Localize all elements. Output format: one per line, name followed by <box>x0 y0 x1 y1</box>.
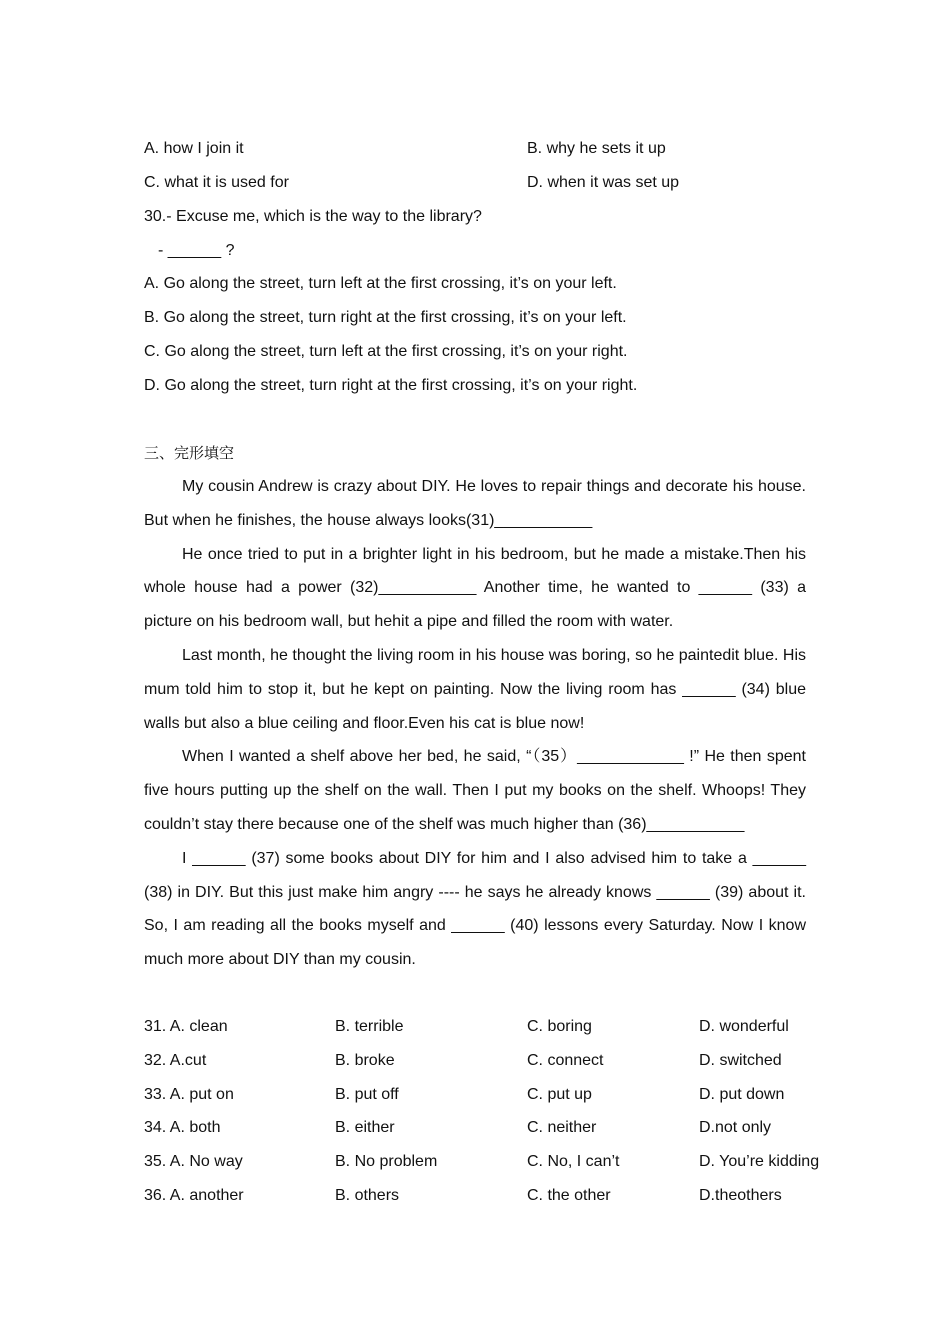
choice-row-35 <box>144 1145 864 1179</box>
choice-row-34 <box>144 1111 864 1145</box>
q30-answer-line: - ______ ? <box>158 242 235 259</box>
choice-d: D. switched <box>699 1052 782 1069</box>
choice-d: D. You’re kidding <box>699 1153 820 1170</box>
passage-paragraph: I ______ (37) some books about DIY for him and I also advised him to take a ______ (38) in DIY. But this just make him angry ---- he says he already knows ______ (39) about it. So, I am reading all the books myself and ______ (40) lessons every Saturday. Now I know much more about DIY than my cousin. <box>144 849 806 969</box>
choice-d: D.not only <box>699 1119 772 1136</box>
choice-c: C. boring <box>527 1018 592 1035</box>
choice-c: C. the other <box>527 1187 611 1204</box>
choice-b: B. broke <box>335 1052 395 1069</box>
choice-row-33 <box>144 1078 864 1112</box>
choice-a: 32. A.cut <box>144 1052 207 1069</box>
choice-a: 33. A. put on <box>144 1086 234 1103</box>
choice-b: B. No problem <box>335 1153 438 1170</box>
choice-a: 34. A. both <box>144 1119 221 1136</box>
choice-a: 36. A. another <box>144 1187 244 1204</box>
q29-option-c: C. what it is used for <box>144 174 289 191</box>
passage-paragraph: Last month, he thought the living room in his house was boring, so he paintedit blue. His mum told him to stop it, but he kept on painting. Now the living room has ______ (34) blue walls but also a blue ceiling and floor.Even his cat is blue now! <box>144 646 806 732</box>
choice-b: B. terrible <box>335 1018 404 1035</box>
choice-a: 31. A. clean <box>144 1018 228 1035</box>
cloze-passage <box>144 470 806 977</box>
q29-option-d: D. when it was set up <box>527 174 680 191</box>
q29-option-a: A. how I join it <box>144 140 244 157</box>
choice-c: C. put up <box>527 1086 592 1103</box>
choice-b: B. put off <box>335 1086 399 1103</box>
choice-c: C. No, I can’t <box>527 1153 620 1170</box>
q30-option-b: B. Go along the street, turn right at the first crossing, it’s on your left. <box>144 309 627 326</box>
q29-option-b: B. why he sets it up <box>527 140 666 157</box>
choice-b: B. either <box>335 1119 395 1136</box>
choice-c: C. connect <box>527 1052 604 1069</box>
passage-paragraph: My cousin Andrew is crazy about DIY. He loves to repair things and decorate his house. But when he finishes, the house always looks(31)___________ <box>144 478 806 529</box>
q30-option-c: C. Go along the street, turn left at the first crossing, it’s on your right. <box>144 343 628 360</box>
choice-a: 35. A. No way <box>144 1153 243 1170</box>
section-heading: 三、完形填空 <box>144 444 235 462</box>
passage-paragraph: He once tried to put in a brighter light in his bedroom, but he made a mistake.Then his whole house had a power (32)___________ Another time, he wanted to ______ (33) a picture on his bedroom wall, but hehit a pipe and filled the room with water. <box>144 545 806 631</box>
choice-row-32 <box>144 1044 864 1078</box>
passage-paragraph: When I wanted a shelf above her bed, he said, “（35）____________ !” He then spent five hours putting up the shelf on the wall. Then I put my books on the shelf. Whoops! They couldn’t stay there because one of the shelf was much higher than (36)___________ <box>144 748 806 833</box>
choice-row-31 <box>144 1010 864 1044</box>
choice-d: D. put down <box>699 1086 785 1103</box>
choice-row-36 <box>144 1179 864 1213</box>
q30-option-d: D. Go along the street, turn right at the first crossing, it’s on your right. <box>144 377 638 394</box>
choice-d: D.theothers <box>699 1187 782 1204</box>
choice-c: C. neither <box>527 1119 597 1136</box>
choice-d: D. wonderful <box>699 1018 789 1035</box>
choice-b: B. others <box>335 1187 400 1204</box>
q30-option-a: A. Go along the street, turn left at the first crossing, it’s on your left. <box>144 275 617 292</box>
q30-question: 30.- Excuse me, which is the way to the library? <box>144 208 482 225</box>
